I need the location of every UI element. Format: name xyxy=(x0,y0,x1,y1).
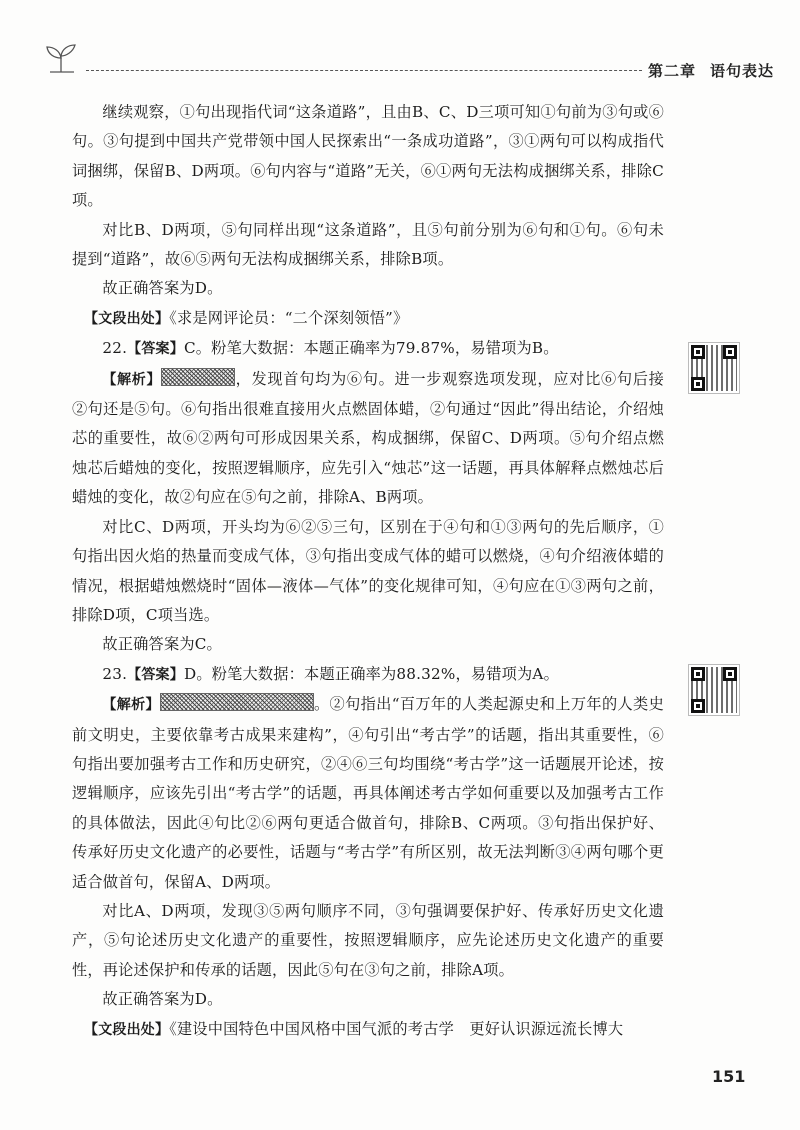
question-number: 23. xyxy=(102,664,128,683)
analysis-tag: 【解析】 xyxy=(102,697,160,714)
paragraph: 故正确答案为C。 xyxy=(102,635,222,654)
qr-code-icon[interactable] xyxy=(688,342,740,394)
chapter-title xyxy=(648,60,774,81)
answer-line-23: 23.【答案】D。粉笔大数据：本题正确率为88.32%，易错项为A。 xyxy=(102,664,559,683)
source-line: 【文段出处】《求是网评论员：“二个深刻领悟”》 xyxy=(84,308,409,327)
paragraph: 故正确答案为D。 xyxy=(102,279,223,298)
highlight-mark xyxy=(161,368,235,386)
running-header xyxy=(40,40,775,80)
sprout-icon xyxy=(44,42,78,74)
paragraph: 故正确答案为D。 xyxy=(102,990,223,1009)
paragraph: 对比B、D两项，⑤句同样出现“这条道路”，且⑤句前分别为⑥句和①句。⑥句未提到“道路”，故⑥⑤两句无法构成捆绑关系，排除B项。 xyxy=(72,220,664,269)
header-rule xyxy=(86,70,642,71)
chapter-number: 第二章 xyxy=(648,62,697,80)
answer-line-22: 22.【答案】C。粉笔大数据：本题正确率为79.87%，易错项为B。 xyxy=(102,339,559,358)
qr-code-icon[interactable] xyxy=(688,664,740,716)
section-title: 语句表达 xyxy=(710,62,775,80)
highlight-mark xyxy=(160,693,314,711)
source-tag: 【文段出处】 xyxy=(84,310,170,327)
answer-tag: 【答案】 xyxy=(127,666,184,683)
answer-text xyxy=(72,98,664,1045)
page-number: 151 xyxy=(712,1067,746,1086)
analysis-tag: 【解析】 xyxy=(102,371,162,388)
analysis-22: 【解析】 ，发现首句均为⑥句。进一步观察选项发现，应对比⑥句后接②句还是⑤句。⑥句指出很难直接用火点燃固体蜡，②句通过“因此”得出结论，介绍烛芯的重要性，故⑥②两句可形成因果关系，构成捆绑，保留C、D两项。⑤句介绍点燃烛芯后蜡烛的变化，按照逻辑顺序，应先引入“烛芯”这一话题，再具体解释点燃烛芯后蜡烛的变化，故②句应在⑤句之前，排除A、B两项。 xyxy=(72,369,664,507)
paragraph: 对比C、D两项，开头均为⑥②⑤三句，区别在于④句和①③两句的先后顺序，①句指出因火焰的热量而变成气体，③句指出变成气体的蜡可以燃烧，④句介绍液体蜡的情况，根据蜡烛燃烧时“固体—液体—气体”的变化规律可知，④句应在①③两句之前，排除D项，C项当选。 xyxy=(72,517,664,624)
source-tag: 【文段出处】 xyxy=(84,1021,170,1038)
answer-tag: 【答案】 xyxy=(127,341,184,358)
paragraph: 对比A、D两项，发现③⑤两句顺序不同，③句强调要保护好、传承好历史文化遗产，⑤句论述历史文化遗产的重要性，按照逻辑顺序，应先论述历史文化遗产的重要性，再论述保护和传承的话题，因此⑤句在③句之前，排除A项。 xyxy=(72,901,664,979)
analysis-23: 【解析】 。②句指出“百万年的人类起源史和上万年的人类史前文明史，主要依靠考古成果来建构”，④句引出“考古学”的话题，指出其重要性，⑥句指出要加强考古工作和历史研究，②④⑥三句均围绕“考古学”这一话题展开论述，按逻辑顺序，应该先引出“考古学”的话题，再具体阐述考古学如何重要以及加强考古工作的具体做法，因此④句比②⑥两句更适合做首句，排除B、C两项。③句指出保护好、传承好历史文化遗产的必要性，话题与“考古学”有所区别，故无法判断③④两句哪个更适合做首句，保留A、D两项。 xyxy=(72,695,664,891)
source-line: 【文段出处】《建设中国特色中国风格中国气派的考古学 更好认识源远流长博大 xyxy=(84,1019,624,1038)
question-number: 22. xyxy=(102,339,128,358)
paragraph: 继续观察，①句出现指代词“这条道路”，且由B、C、D三项可知①句前为③句或⑥句。③句提到中国共产党带领中国人民探索出“一条成功道路”，③①两句可以构成指代词捆绑，保留B、D两项。⑥句内容与“道路”无关，⑥①两句无法构成捆绑关系，排除C项。 xyxy=(72,103,664,210)
